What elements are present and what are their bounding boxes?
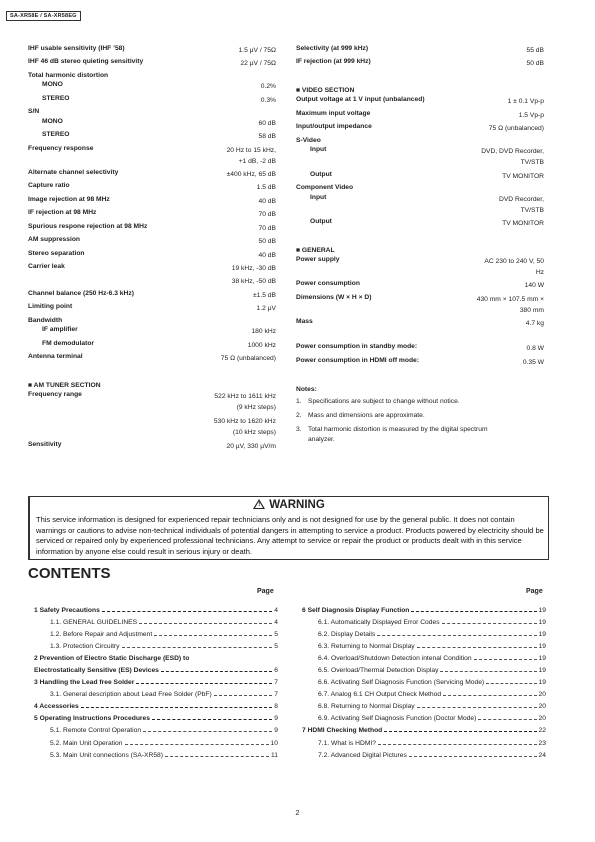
toc-entry-page: 19 xyxy=(538,654,546,662)
spec-label: Frequency range xyxy=(28,391,82,399)
spec-value: ±1.5 dB xyxy=(252,291,276,299)
spec-row xyxy=(28,326,276,337)
spec-label: STEREO xyxy=(42,131,70,139)
spec-value: 40 dB xyxy=(258,251,276,259)
spec-label: Alternate channel selectivity xyxy=(28,168,119,176)
spec-value: 430 mm × 107.5 mm × 380 mm xyxy=(476,295,544,314)
spec-row xyxy=(28,416,276,438)
spec-value: TV MONITOR xyxy=(502,219,544,227)
toc-entry[interactable] xyxy=(34,616,278,628)
toc-entry-page: 23 xyxy=(538,739,546,747)
toc-leader xyxy=(152,719,272,720)
toc-entry[interactable] xyxy=(302,616,546,628)
toc-entry-page: 4 xyxy=(274,618,278,626)
spec-value: 1 ± 0.1 Vp-p xyxy=(507,98,544,106)
spec-label: MONO xyxy=(42,81,63,89)
spec-label: Bandwidth xyxy=(28,316,63,324)
toc-leader xyxy=(214,695,273,696)
spec-row xyxy=(28,58,276,69)
toc-leader xyxy=(154,635,272,636)
spec-value: AC 230 to 240 V, 50 Hz xyxy=(484,257,544,276)
toc-leader xyxy=(409,756,537,757)
warning-text: This service information is designed for experienced repair technicians only and is not designed for use by the general public. It does not contain warnings or cautions to advise non-technical individuals of potential dangers in attempting to service a product. Products powered by electricity should be serviced or repaired only by experienced professional technicians. Any attempt to service or repair the product or products dealt with in this service information by anyone else could result in serious injury or death. xyxy=(36,515,544,556)
spec-value: 0.2% xyxy=(260,83,276,91)
spec-label: FM demodulator xyxy=(42,339,95,347)
toc-entry-page: 20 xyxy=(538,691,546,699)
spec-label: STEREO xyxy=(42,94,70,102)
spec-label: Input xyxy=(310,193,327,201)
toc-leader xyxy=(486,683,536,684)
spec-value: 22 µV / 75Ω xyxy=(240,60,276,68)
spec-row xyxy=(28,95,276,106)
spec-value: 70 dB xyxy=(258,224,276,232)
spec-value: 1.5 dB xyxy=(256,184,276,192)
toc-leader xyxy=(443,695,536,696)
spec-label: Antenna terminal xyxy=(28,353,83,361)
note-text: Specifications are subject to change without notice. xyxy=(308,397,460,405)
spec-row xyxy=(28,340,276,351)
toc-entry-title: 2 Prevention of Electro Static Discharge (ESD) to xyxy=(34,654,190,662)
section-title: ■ GENERAL xyxy=(296,246,335,254)
toc-left-column xyxy=(34,604,278,761)
spec-value: DVD, DVD Recorder, TV/STB xyxy=(481,148,544,167)
spec-value: ±400 kHz, 65 dB xyxy=(226,170,276,178)
toc-entry-page: 9 xyxy=(274,727,278,735)
toc-entry-title: 3.1. General description about Lead Free Solder (PbF) xyxy=(50,691,212,699)
toc-entry-title: 6.9. Activating Self Diagnosis Function (Doctor Mode) xyxy=(318,715,477,723)
spec-row xyxy=(28,182,276,193)
spec-row xyxy=(28,290,276,301)
spec-row xyxy=(296,171,544,182)
spec-label: Power consumption xyxy=(296,280,360,288)
spec-row xyxy=(296,58,544,69)
spec-row xyxy=(28,441,276,452)
note-text: Mass and dimensions are approximate. xyxy=(308,411,425,419)
toc-entry-title: 1.3. Protection Circuitry xyxy=(50,642,120,650)
spec-row xyxy=(296,137,544,144)
toc-leader xyxy=(378,744,537,745)
spec-label: Channel balance (250 Hz-6.3 kHz) xyxy=(28,289,134,297)
toc-entry-page: 20 xyxy=(538,703,546,711)
note-number: 1. xyxy=(296,397,302,405)
toc-entry-page: 10 xyxy=(270,739,278,747)
spec-label: IHF usable sensitivity (IHF ’58) xyxy=(28,45,125,52)
toc-entry-title: 6 Self Diagnosis Display Function xyxy=(302,606,410,614)
spec-label: IF rejection at 98 MHz xyxy=(28,209,97,217)
spec-label: Image rejection at 98 MHz xyxy=(28,195,110,203)
right-spec-column xyxy=(296,45,544,445)
spec-row xyxy=(28,250,276,261)
toc-leader xyxy=(122,647,273,648)
toc-entry-title: 7.2. Advanced Digital Pictures xyxy=(318,751,407,759)
spec-label: Capture ratio xyxy=(28,182,70,190)
spec-value: 70 dB xyxy=(258,211,276,219)
spec-row xyxy=(296,146,544,168)
toc-entry-page: 7 xyxy=(274,691,278,699)
spec-label: Mass xyxy=(296,318,313,326)
toc-entry[interactable] xyxy=(302,628,546,640)
toc-entry-title: 6.8. Returning to Normal Display xyxy=(318,703,415,711)
toc-entry[interactable] xyxy=(34,713,278,725)
spec-label: IHF 46 dB stereo quieting sensitivity xyxy=(28,58,144,66)
contents-title: CONTENTS xyxy=(28,565,111,582)
spec-label: Input/output impedance xyxy=(296,123,372,131)
spec-value: 75 Ω (unbalanced) xyxy=(220,355,276,363)
spec-row xyxy=(28,118,276,129)
spec-row xyxy=(28,317,276,324)
toc-leader xyxy=(81,707,273,708)
spec-row xyxy=(296,218,544,229)
spec-row xyxy=(296,110,544,121)
note-item xyxy=(296,411,544,421)
toc-right-column xyxy=(302,604,546,761)
spec-label: AM suppression xyxy=(28,236,81,244)
spec-row xyxy=(296,123,544,134)
spec-value: 19 kHz, -30 dB xyxy=(231,265,276,272)
spec-label: Stereo separation xyxy=(28,249,85,257)
spec-label: Output voltage at 1 V input (unbalanced) xyxy=(296,96,425,104)
toc-entry-page: 6 xyxy=(274,667,278,675)
toc-entry-page: 5 xyxy=(274,642,278,650)
spec-row xyxy=(28,72,276,79)
spec-row xyxy=(296,343,544,354)
spec-label: Dimensions (W × H × D) xyxy=(296,293,372,301)
notes xyxy=(296,386,544,445)
spec-row xyxy=(28,353,276,364)
toc-entry-title: 6.3. Returning to Normal Display xyxy=(318,642,415,650)
warning-title-text: WARNING xyxy=(269,499,325,511)
toc-entry-title: 1 Safety Precautions xyxy=(34,606,100,614)
toc-entry-title: 6.7. Analog 6.1 CH Output Check Method xyxy=(318,691,442,699)
spec-label: Limiting point xyxy=(28,303,73,311)
spec-value: 55 dB xyxy=(526,47,544,54)
page-number: 2 xyxy=(295,808,300,817)
toc-leader xyxy=(384,731,536,732)
spec-row xyxy=(28,169,276,180)
note-item xyxy=(296,425,544,445)
spec-row xyxy=(28,196,276,207)
toc-entry-page: 20 xyxy=(538,715,546,723)
spec-row xyxy=(28,145,276,167)
toc-leader xyxy=(102,611,272,612)
toc-entry-title: 5.1. Remote Control Operation xyxy=(50,727,142,735)
toc-entry[interactable] xyxy=(34,725,278,737)
spec-value: 40 dB xyxy=(258,197,276,205)
toc-leader xyxy=(161,671,272,672)
spec-label: Selectivity (at 999 kHz) xyxy=(296,45,369,52)
spec-value: 180 kHz xyxy=(251,328,276,336)
toc-entry[interactable] xyxy=(34,640,278,652)
spec-label: S/N xyxy=(28,108,40,116)
toc-entry-page: 7 xyxy=(274,679,278,687)
toc-entry[interactable] xyxy=(302,604,546,616)
spec-label: Spurious respone rejection at 98 MHz xyxy=(28,222,148,230)
spec-row xyxy=(28,81,276,92)
spec-row xyxy=(296,96,544,107)
toc-entry-page: 9 xyxy=(274,715,278,723)
spec-value: 1.5 µV / 75Ω xyxy=(238,47,276,54)
spec-label: Power consumption in standby mode: xyxy=(296,343,418,351)
spec-row xyxy=(28,209,276,220)
toc-leader xyxy=(474,659,537,660)
spec-label: Input xyxy=(310,146,327,154)
spec-label: Component Video xyxy=(296,184,354,192)
toc-entry-page: 19 xyxy=(538,642,546,650)
toc-leader xyxy=(442,623,537,624)
spec-row xyxy=(28,303,276,314)
spec-value: 1.2 µV xyxy=(256,305,276,313)
warning-title xyxy=(30,499,548,511)
toc-leader xyxy=(377,635,536,636)
spec-label: Output xyxy=(310,217,332,225)
toc-entry[interactable] xyxy=(302,664,546,676)
spec-value: 20 Hz to 15 kHz, +1 dB, -2 dB xyxy=(226,146,276,165)
spec-value: 1.5 Vp-p xyxy=(518,111,544,119)
spec-row xyxy=(28,391,276,413)
toc-entry-page: 4 xyxy=(274,606,278,614)
toc-entry-title: 5 Operating Instructions Procedures xyxy=(34,715,150,723)
spec-value: 0.8 W xyxy=(526,345,544,353)
toc-entry-title: 7.1. What is HDMI? xyxy=(318,739,376,747)
note-number: 2. xyxy=(296,411,302,419)
spec-value: 140 W xyxy=(524,282,544,290)
toc-entry-title: 5.3. Main Unit connections (SA-XR58) xyxy=(50,751,163,759)
spec-row xyxy=(28,45,276,56)
toc-entry-page: 8 xyxy=(274,703,278,711)
toc-entry[interactable] xyxy=(302,652,546,664)
toc-entry-title: 6.6. Activating Self Diagnosis Function (Servicing Mode) xyxy=(318,679,485,687)
spec-label: IF rejection (at 999 kHz) xyxy=(296,58,371,66)
toc-entry[interactable] xyxy=(302,640,546,652)
toc-entry-page: 22 xyxy=(538,727,546,735)
spec-row xyxy=(296,45,544,56)
toc-entry[interactable] xyxy=(302,701,546,713)
spec-row xyxy=(28,131,276,142)
toc-entry-title: 6.1. Automatically Displayed Error Codes xyxy=(318,618,440,626)
toc-leader xyxy=(478,719,536,720)
spec-row xyxy=(296,294,544,316)
toc-leader xyxy=(440,671,536,672)
spec-value: 522 kHz to 1611 kHz (9 kHz steps) xyxy=(214,393,276,412)
toc-leader xyxy=(139,623,272,624)
toc-entry[interactable] xyxy=(34,689,278,701)
toc-entry-page: 24 xyxy=(538,751,546,759)
spec-value: 38 kHz, -50 dB xyxy=(231,278,276,286)
toc-leader xyxy=(417,647,537,648)
spec-row xyxy=(296,194,544,216)
toc-entry-title: 6.2. Display Details xyxy=(318,630,376,638)
toc-entry[interactable] xyxy=(302,749,546,761)
toc-page-header-right: Page xyxy=(526,588,543,595)
spec-label: Sensitivity xyxy=(28,441,62,449)
spec-value: 4.7 kg xyxy=(525,320,544,328)
spec-value: DVD Recorder, TV/STB xyxy=(499,195,544,214)
toc-leader xyxy=(143,731,272,732)
toc-entry[interactable] xyxy=(302,713,546,725)
spec-value: 50 dB xyxy=(526,60,544,68)
spec-row xyxy=(28,108,276,115)
warning-box xyxy=(28,496,549,560)
spec-label: Frequency response xyxy=(28,144,94,152)
toc-entry[interactable] xyxy=(34,701,278,713)
spec-value: 0.3% xyxy=(260,96,276,104)
spec-label: Carrier leak xyxy=(28,263,65,270)
spec-value: TV MONITOR xyxy=(502,172,544,180)
toc-leader xyxy=(411,611,536,612)
spec-row xyxy=(28,263,276,274)
section-title: ■ VIDEO SECTION xyxy=(296,87,355,95)
section-title: ■ AM TUNER SECTION xyxy=(28,382,101,390)
note-text: Total harmonic distortion is measured by the digital spectrum analyzer. xyxy=(308,425,488,443)
spec-value: 58 dB xyxy=(258,133,276,141)
toc-entry[interactable] xyxy=(302,689,546,701)
toc-entry[interactable] xyxy=(34,604,278,616)
toc-entry[interactable] xyxy=(34,652,278,664)
toc-entry[interactable] xyxy=(34,628,278,640)
toc-leader xyxy=(417,707,537,708)
toc-leader xyxy=(165,756,269,757)
toc-leader xyxy=(136,683,272,684)
spec-label: Power supply xyxy=(296,255,340,263)
toc-entry-page: 19 xyxy=(538,606,546,614)
toc-entry[interactable] xyxy=(302,725,546,737)
spec-row xyxy=(28,223,276,234)
toc-entry-title: 1.1. GENERAL GUIDELINES xyxy=(50,618,138,626)
spec-label: IF amplifier xyxy=(42,326,78,334)
note-item xyxy=(296,397,544,407)
left-spec-column xyxy=(28,45,276,452)
spec-label: S-Video xyxy=(296,136,321,144)
toc-page-header-left: Page xyxy=(257,588,274,595)
spec-value: 530 kHz to 1620 kHz (10 kHz steps) xyxy=(213,418,276,437)
spec-row xyxy=(296,256,544,278)
toc-entry-title: 6.4. Overload/Shutdown Detection intenal Condition xyxy=(318,654,472,662)
toc-entry-title: Electrostatically Sensitive (ES) Devices xyxy=(34,667,159,675)
spec-row xyxy=(296,318,544,329)
spec-value: 50 dB xyxy=(258,238,276,246)
spec-row xyxy=(296,357,544,368)
spec-value: 1000 kHz xyxy=(247,341,276,349)
notes-title: Notes: xyxy=(296,385,317,393)
toc-entry-title: 6.5. Overload/Thermal Detection Display xyxy=(318,667,439,675)
spec-label: MONO xyxy=(42,117,63,125)
toc-leader xyxy=(125,744,269,745)
spec-label: Power consumption in HDMI off mode: xyxy=(296,356,419,364)
spec-row xyxy=(28,236,276,247)
note-number: 3. xyxy=(296,425,302,433)
spec-label: Output xyxy=(310,170,332,178)
warning-triangle-icon: ! xyxy=(253,499,265,509)
toc-entry-page: 19 xyxy=(538,618,546,626)
spec-value: 75 Ω (unbalanced) xyxy=(488,125,544,133)
spec-value: 0.35 W xyxy=(522,358,544,366)
toc-entry[interactable] xyxy=(302,737,546,749)
toc-entry[interactable] xyxy=(302,677,546,689)
spec-value: 20 µV, 330 µV/m xyxy=(226,443,276,451)
toc-entry-title: 1.2. Before Repair and Adjustment xyxy=(50,630,153,638)
toc-entry-page: 11 xyxy=(271,751,278,759)
toc-entry-page: 5 xyxy=(274,630,278,638)
toc-entry-title: 7 HDMI Checking Method xyxy=(302,727,383,735)
spec-row xyxy=(296,184,544,191)
toc-entry-title: 3 Handling the Lead free Solder xyxy=(34,679,135,687)
toc-entry-page: 19 xyxy=(538,679,546,687)
toc-entry[interactable] xyxy=(34,664,278,676)
toc-entry-page: 19 xyxy=(538,667,546,675)
toc-entry[interactable] xyxy=(34,749,278,761)
spec-row xyxy=(28,276,276,287)
spec-row xyxy=(296,280,544,291)
spec-value: 60 dB xyxy=(258,119,276,127)
spec-label: Total harmonic distortion xyxy=(28,71,109,79)
model-label: SA-XR58E / SA-XR58EG xyxy=(6,11,81,21)
spec-label: Maximum input voltage xyxy=(296,109,371,117)
toc-entry-page: 19 xyxy=(538,630,546,638)
toc-entry-title: 4 Accessories xyxy=(34,703,79,711)
toc-entry-title: 5.2. Main Unit Operation xyxy=(50,739,123,747)
toc-entry[interactable] xyxy=(34,677,278,689)
toc-entry[interactable] xyxy=(34,737,278,749)
